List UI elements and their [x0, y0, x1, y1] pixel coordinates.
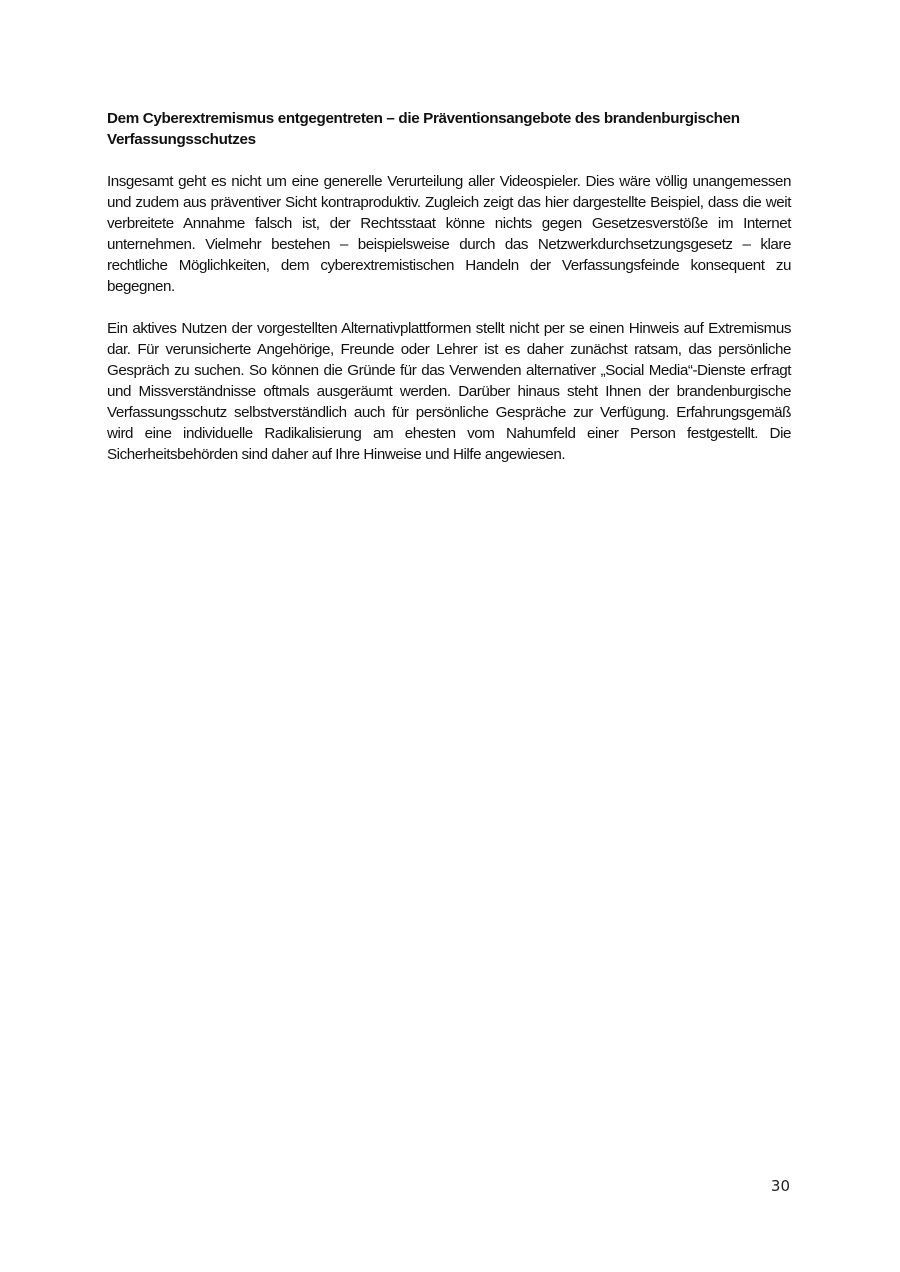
page-number: 30	[770, 1177, 790, 1195]
paragraph-1: Insgesamt geht es nicht um eine generelle Verurteilung aller Videospieler. Dies wäre völlig unangemessen und zudem aus präventiver Sicht kontraproduktiv. Zugleich zeigt das hier dargestellte Beispiel, dass die weit verbreitete Annahme falsch ist, der Rechtsstaat könne nichts gegen Gesetzesverstöße im Internet unternehmen. Vielmehr bestehen – beispielsweise durch das Netzwerkdurchsetzungsgesetz – klare rechtliche Möglichkeiten, dem cyberextremistischen Handeln der Verfassungsfeinde konsequent zu begegnen.	[107, 173, 791, 295]
paragraph-2: Ein aktives Nutzen der vorgestellten Alternativplattformen stellt nicht per se einen Hinweis auf Extremismus dar. Für verunsicherte Angehörige, Freunde oder Lehrer ist es daher zunächst ratsam, das persönliche Gespräch zu suchen. So können die Gründe für das Verwenden alternativer „Social Media“-Dienste erfragt und Missverständnisse oftmals ausgeräumt werden. Darüber hinaus steht Ihnen der brandenburgische Verfassungsschutz selbstverständlich auch für persönliche Gespräche zur Verfügung. Erfahrungsgemäß wird eine individuelle Radikalisierung am ehesten vom Nahumfeld einer Person festgestellt. Die Sicherheitsbehörden sind daher auf Ihre Hinweise und Hilfe angewiesen.	[107, 320, 791, 463]
section-heading: Dem Cyberextremismus entgegentreten – die Präventionsangebote des brandenburgischen Verfassungsschutzes	[107, 110, 740, 148]
page-content	[107, 108, 791, 486]
